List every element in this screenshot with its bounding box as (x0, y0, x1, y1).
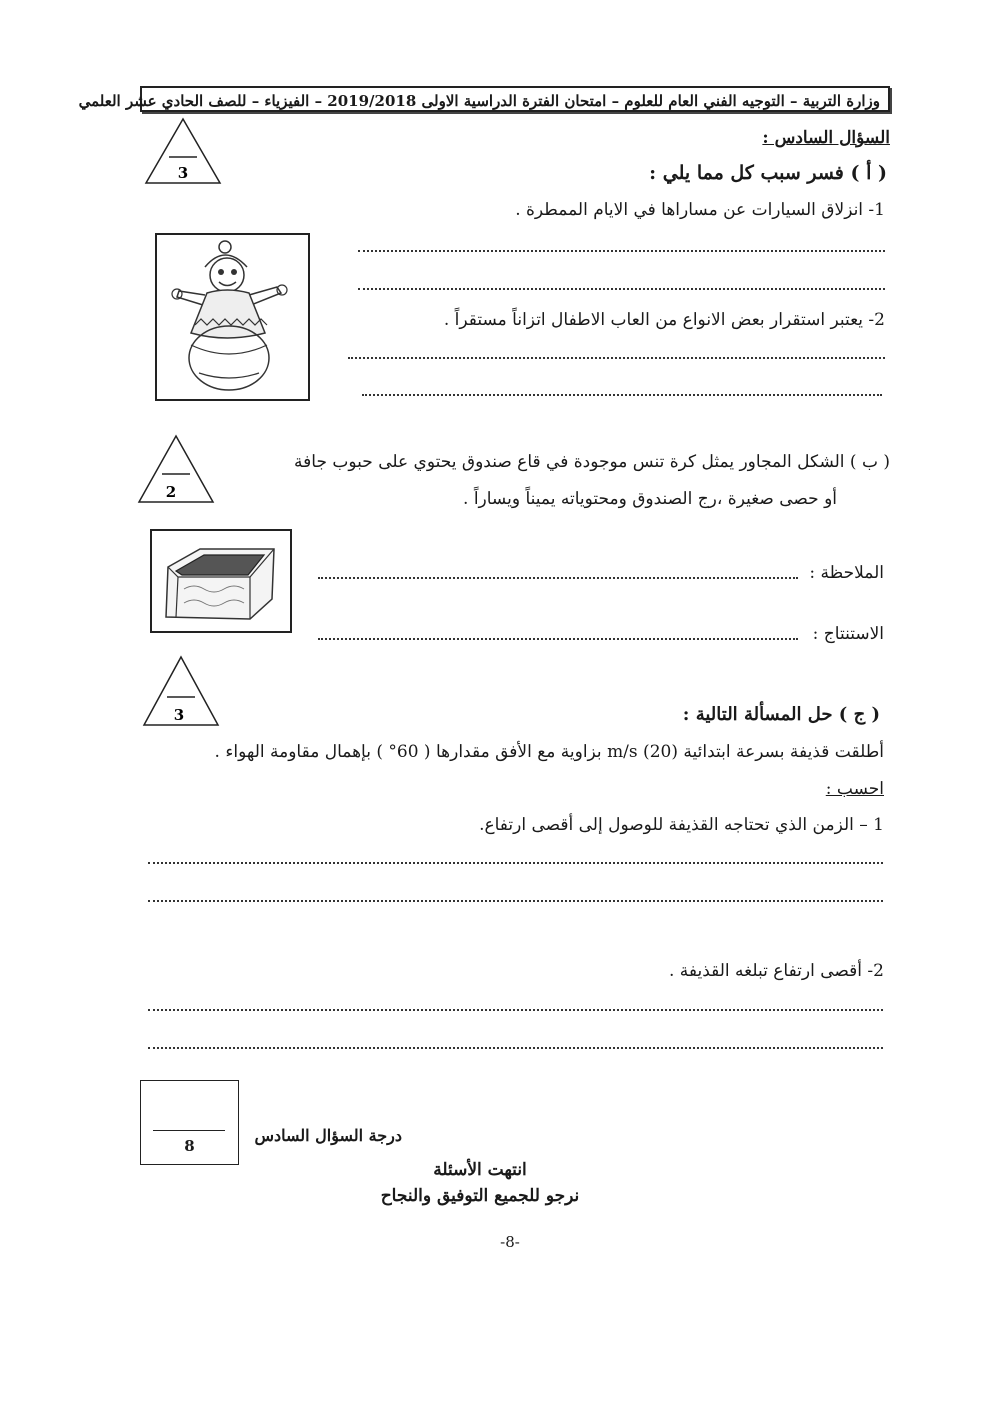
answer-line[interactable] (358, 250, 885, 252)
answer-line[interactable] (348, 357, 885, 359)
exam-header: وزارة التربية – التوجيه الفني العام للعلوم – امتحان الفترة الدراسية الاولى 2019/2018 – الفيزياء – للصف الحادي عشر العلمي (140, 86, 890, 112)
answer-line[interactable] (148, 900, 883, 902)
part-a-marks-triangle (144, 117, 222, 185)
part-c-problem: أطلقت قذيفة بسرعة ابتدائية (20) m/s بزاوية مع الأفق مقدارها ( 60° ) بإهمال مقاومة الهواء . (214, 742, 884, 762)
total-score-box (140, 1080, 239, 1165)
part-a-title: ( أ ) فسر سبب كل مما يلي : (649, 162, 887, 184)
answer-line[interactable] (148, 1009, 883, 1011)
part-a-item-1: 1- انزلاق السيارات عن مساراها في الايام الممطرة . (515, 200, 885, 220)
total-label: درجة السؤال السادس (254, 1126, 402, 1145)
part-a-marks: 3 (177, 164, 189, 182)
part-c-marks: 3 (173, 706, 185, 724)
calc-label: احسب : (825, 779, 884, 799)
part-b-marks: 2 (165, 483, 177, 501)
roly-poly-toy-image (155, 233, 310, 401)
part-c-item-2: 2- أقصى ارتفاع تبلغه القذيفة . (668, 961, 884, 981)
conclusion-answer-line[interactable] (318, 638, 798, 640)
end-of-questions: انتهت الأسئلة (433, 1160, 527, 1180)
page-number: -8- (500, 1233, 520, 1251)
answer-line[interactable] (148, 862, 883, 864)
question-title: السؤال السادس : (762, 128, 890, 148)
answer-line[interactable] (358, 288, 885, 290)
conclusion-label: الاستنتاج : (812, 624, 884, 644)
score-divider (153, 1130, 225, 1131)
shaking-box-image (150, 529, 292, 633)
part-b-marks-triangle (137, 434, 215, 504)
total-marks: 8 (184, 1137, 195, 1155)
answer-line[interactable] (148, 1047, 883, 1049)
part-a-item-2: 2- يعتبر استقرار بعض الانواع من العاب الاطفال اتزاناً مستقراً . (443, 310, 885, 330)
part-c-title: ( ج ) حل المسألة التالية : (682, 704, 880, 725)
part-b-line-2: أو حصى صغيرة ،رج الصندوق ومحتوياته يميناً ويساراً . (463, 489, 837, 509)
observation-label: الملاحظة : (809, 563, 884, 583)
part-b-line-1: ( ب ) الشكل المجاور يمثل كرة تنس موجودة في قاع صندوق يحتوي على حبوب جافة (294, 452, 890, 472)
answer-line[interactable] (362, 394, 882, 396)
observation-answer-line[interactable] (318, 577, 798, 579)
part-c-marks-triangle (142, 655, 220, 727)
part-c-item-1: 1 – الزمن الذي تحتاجه القذيفة للوصول إلى أقصى ارتفاع. (479, 815, 884, 835)
good-luck-wish: نرجو للجميع التوفيق والنجاح (380, 1186, 580, 1206)
